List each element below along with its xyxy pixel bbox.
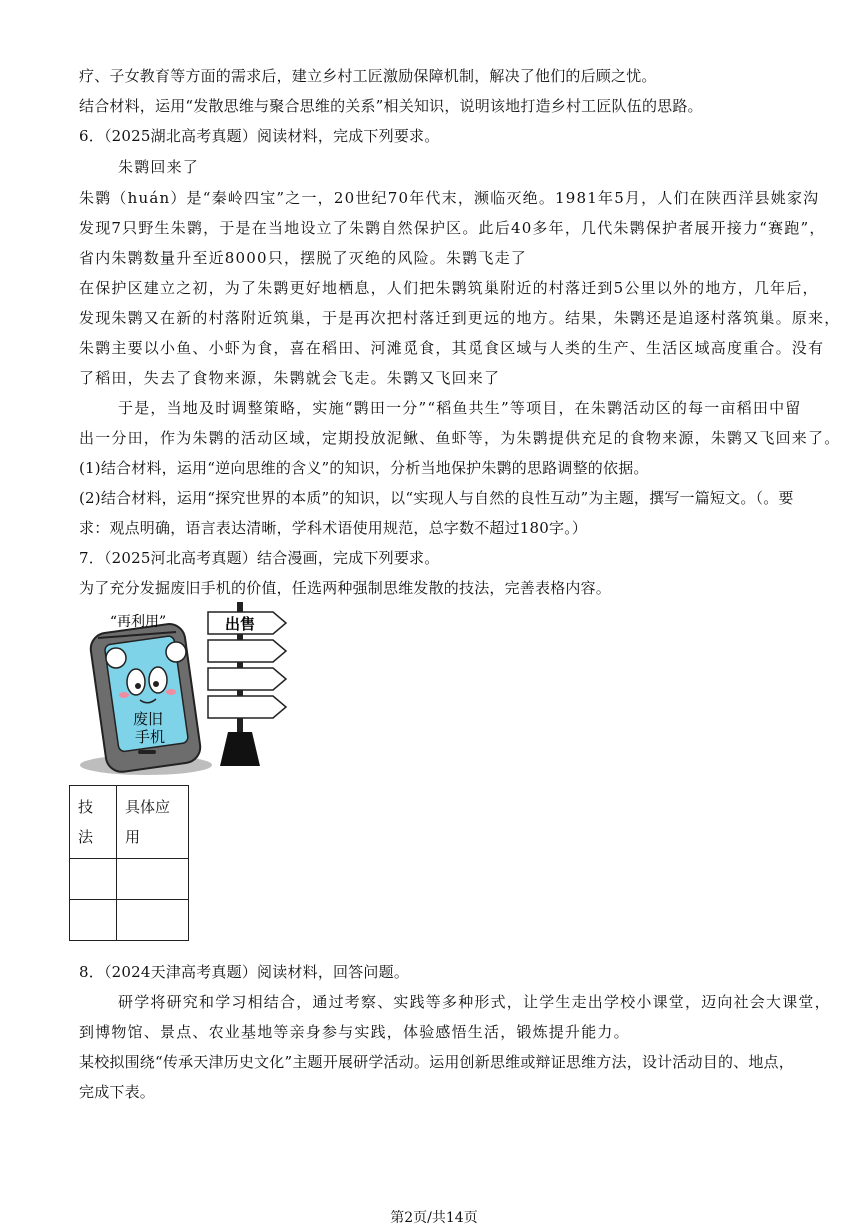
question-prompt: 结合材料，运用“发散思维与聚合思维的关系”相关知识，说明该地打造乡村工匠队伍的思路。 xyxy=(79,97,703,115)
header-application: 具体应 用 xyxy=(117,786,189,859)
material-line: 省内朱鹮数量升至近8000只，摆脱了灭绝的风险。朱鹮飞走了 xyxy=(79,249,527,267)
signpost-base xyxy=(220,732,260,766)
text-line: 疗、子女教育等方面的需求后，建立乡村工匠激励保障机制，解决了他们的后顾之忧。 xyxy=(79,67,657,85)
table-cell[interactable] xyxy=(117,859,189,900)
sign-arrow-3 xyxy=(208,668,286,690)
material-line: 朱鹮（huán）是“秦岭四宝”之一，20世纪70年代末，濒临灭绝。1981年5月，人们在陕西洋县姚家沟 xyxy=(79,189,820,207)
question-prompt: 某校拟围绕“传承天津历史文化”主题开展研学活动。运用创新思维或辩证思维方法，设计活动目的、地点， xyxy=(79,1053,794,1071)
question-8-header: 8．（2024天津高考真题）阅读材料，回答问题。 xyxy=(79,963,410,981)
material-line: 发现7只野生朱鹮，于是在当地设立了朱鹮自然保护区。此后40多年，几代朱鹮保护者展开接力“赛跑”， xyxy=(79,219,826,237)
material-line: 朱鹮主要以小鱼、小虾为食，喜在稻田、河滩觅食，其觅食区域与人类的生产、生活区域高度重合。没有 xyxy=(79,339,825,357)
material-line: 出一分田，作为朱鹮的活动区域，定期投放泥鳅、鱼虾等，为朱鹮提供充足的食物来源，朱鹮又飞回来了。 xyxy=(79,429,841,447)
table-row xyxy=(70,900,189,941)
eye-left xyxy=(127,669,145,695)
table-cell[interactable] xyxy=(117,900,189,941)
sub-question-2: (2)结合材料，运用“探究世界的本质”的知识，以“实现人与自然的良性互动”为主题，撰写一篇短文。（。要 xyxy=(79,489,794,507)
table-row xyxy=(70,859,189,900)
table-cell[interactable] xyxy=(70,859,117,900)
material-line: 到博物馆、景点、农业基地等亲身参与实践，体验感悟生活，锻炼提升能力。 xyxy=(79,1023,630,1041)
sign-arrow-4 xyxy=(208,696,286,718)
header-technique: 技 法 xyxy=(70,786,117,859)
phone-label-2: 手机 xyxy=(134,728,166,746)
sign-label-1: 出售 xyxy=(224,615,256,633)
technique-table xyxy=(69,785,189,941)
material-line: 了稻田，失去了食物来源，朱鹮就会飞走。朱鹮又飞回来了 xyxy=(79,369,501,387)
question-6-header: 6．（2025湖北高考真题）阅读材料，完成下列要求。 xyxy=(79,127,440,145)
table-header-row xyxy=(70,786,189,859)
hand-right xyxy=(166,642,186,662)
material-line: 研学将研究和学习相结合，通过考察、实践等多种形式，让学生走出学校小课堂，迈向社会大课堂， xyxy=(118,993,831,1011)
page-number: 第2页/共14页 xyxy=(390,1210,478,1226)
phone-label-1: 废旧 xyxy=(132,710,164,728)
question-7-header: 7．（2025河北高考真题）结合漫画，完成下列要求。 xyxy=(79,549,440,567)
sub-question-1: (1)结合材料，运用“逆向思维的含义”的知识，分析当地保护朱鹮的思路调整的依据。 xyxy=(79,459,649,477)
speech-label: “再利用” xyxy=(109,614,167,630)
material-title: 朱鹮回来了 xyxy=(118,158,200,176)
material-line: 发现朱鹮又在新的村落附近筑巢，于是再次把村落迁到更远的地方。结果，朱鹮还是追逐村落筑巢。原来， xyxy=(79,309,841,327)
sub-question-2-cont: 求：观点明确，语言表达清晰，学科术语使用规范，总字数不超过180字。） xyxy=(79,519,588,537)
eye-right xyxy=(149,667,167,693)
cartoon-illustration xyxy=(78,600,298,780)
material-line: 在保护区建立之初，为了朱鹮更好地栖息，人们把朱鹮筑巢附近的村落迁到5公里以外的地方，几年后， xyxy=(79,279,819,297)
question-prompt-cont: 完成下表。 xyxy=(79,1083,156,1101)
hand-left xyxy=(106,648,126,668)
material-line: 于是，当地及时调整策略，实施“鹮田一分”“稻鱼共生”等项目，在朱鹮活动区的每一亩稻田中留 xyxy=(118,399,802,417)
table-cell[interactable] xyxy=(70,900,117,941)
sign-arrow-2 xyxy=(208,640,286,662)
question-7-prompt: 为了充分发掘废旧手机的价值，任选两种强制思维发散的技法，完善表格内容。 xyxy=(79,579,612,597)
